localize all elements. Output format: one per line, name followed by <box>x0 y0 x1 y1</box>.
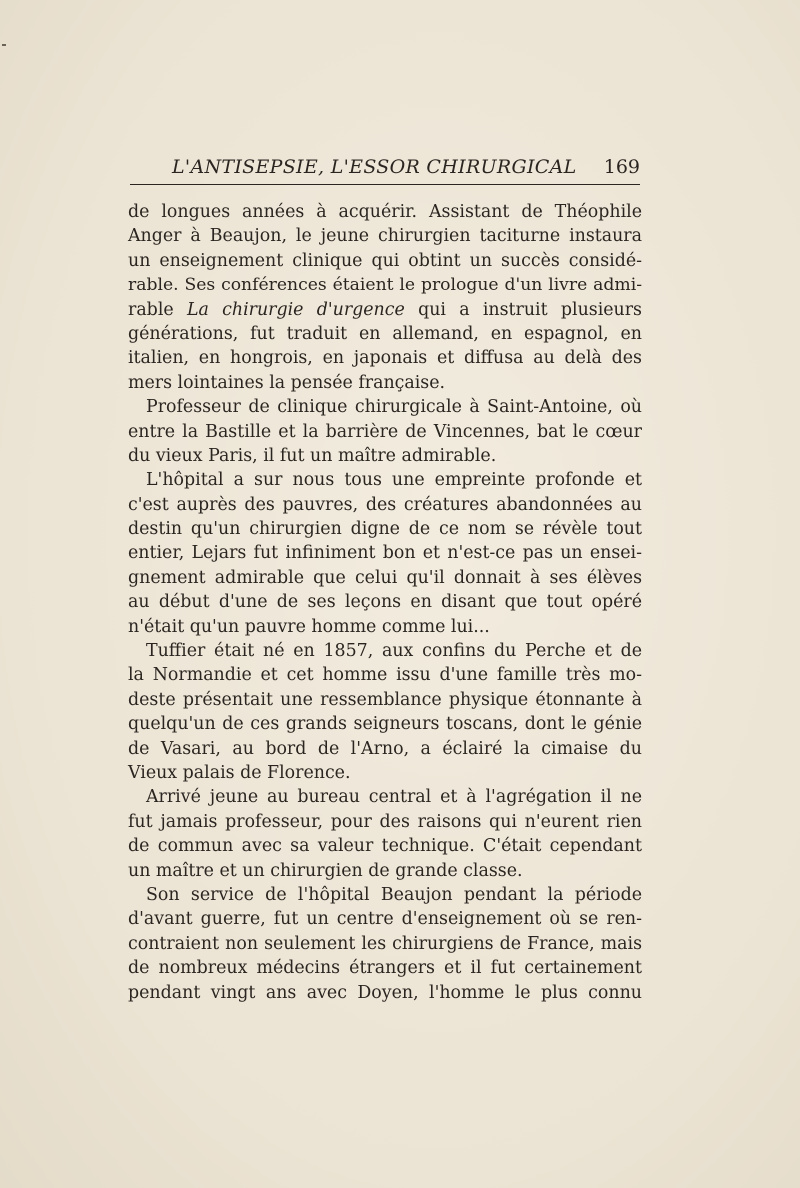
text-line: italien, en hongrois, en japonais et diffusa au delà des <box>128 348 642 369</box>
text-line: n'était qu'un pauvre homme comme lui... <box>128 616 490 637</box>
text-segment: qui a instruit plusieurs <box>404 299 642 320</box>
text-line: Vieux palais de Florence. <box>128 762 351 783</box>
text-line: de longues années à acquérir. Assistant de Théophile <box>128 202 642 222</box>
text-line <box>128 298 642 322</box>
text-line: Anger à Beaujon, le jeune chirurgien taciturne instaura <box>128 226 642 247</box>
text-line: au début d'une de ses leçons en disant que tout opéré <box>128 592 642 613</box>
margin-mark <box>2 44 6 46</box>
text-line: entre la Bastille et la barrière de Vincennes, bat le cœur <box>128 421 642 442</box>
text-line: L'hôpital a sur nous tous une empreinte profonde et <box>146 470 642 491</box>
text-line: de commun avec sa valeur technique. C'était cependant <box>128 836 642 857</box>
text-line: la Normandie et cet homme issu d'une famille très mo- <box>128 665 642 686</box>
page-number: 169 <box>603 156 640 178</box>
text-line: deste présentait une ressemblance physique étonnante à <box>128 689 642 710</box>
text-line: un enseignement clinique qui obtint un succès considé- <box>128 250 642 271</box>
text-line: Arrivé jeune au bureau central et à l'agrégation il ne <box>146 787 642 808</box>
text-line: de nombreux médecins étrangers et il fut certainement <box>128 958 642 979</box>
text-line: c'est auprès des pauvres, des créatures abandonnées au <box>128 494 642 515</box>
text-line: mers lointaines la pensée française. <box>128 372 446 393</box>
text-line: d'avant guerre, fut un centre d'enseignement où se ren- <box>128 909 642 930</box>
text-line: destin qu'un chirurgien digne de ce nom se révèle tout <box>128 519 642 540</box>
text-line: Professeur de clinique chirurgicale à Saint-Antoine, où <box>146 397 642 418</box>
text-line: Tuffier était né en 1857, aux confins du Perche et de <box>146 641 642 662</box>
running-title: L'ANTISEPSIE, L'ESSOR CHIRURGICAL <box>172 156 577 178</box>
text-line: Son service de l'hôpital Beaujon pendant la période <box>146 884 642 905</box>
body-text <box>128 200 642 1005</box>
text-line: de Vasari, au bord de l'Arno, a éclairé la cimaise du <box>128 738 642 759</box>
text-line: pendant vingt ans avec Doyen, l'homme le plus connu <box>128 982 642 1003</box>
text-line: quelqu'un de ces grands seigneurs toscans, dont le génie <box>128 714 642 735</box>
text-line: gnement admirable que celui qu'il donnait à ses élèves <box>128 567 642 588</box>
text-line: contraient non seulement les chirurgiens de France, mais <box>128 933 642 954</box>
text-line: du vieux Paris, il fut un maître admirable. <box>128 445 497 466</box>
text-line: entier, Lejars fut infiniment bon et n'est-ce pas un ensei- <box>128 543 642 564</box>
book-title-italic: La chirurgie d'urgence <box>186 299 405 320</box>
running-header <box>130 150 640 185</box>
text-line: un maître et un chirurgien de grande classe. <box>128 860 523 881</box>
text-line: rable. Ses conférences étaient le prologue d'un livre admi- <box>128 275 642 296</box>
text-segment: rable <box>128 299 187 320</box>
text-line: fut jamais professeur, pour des raisons qui n'eurent rien <box>128 811 642 832</box>
text-line: générations, fut traduit en allemand, en espagnol, en <box>128 323 642 344</box>
